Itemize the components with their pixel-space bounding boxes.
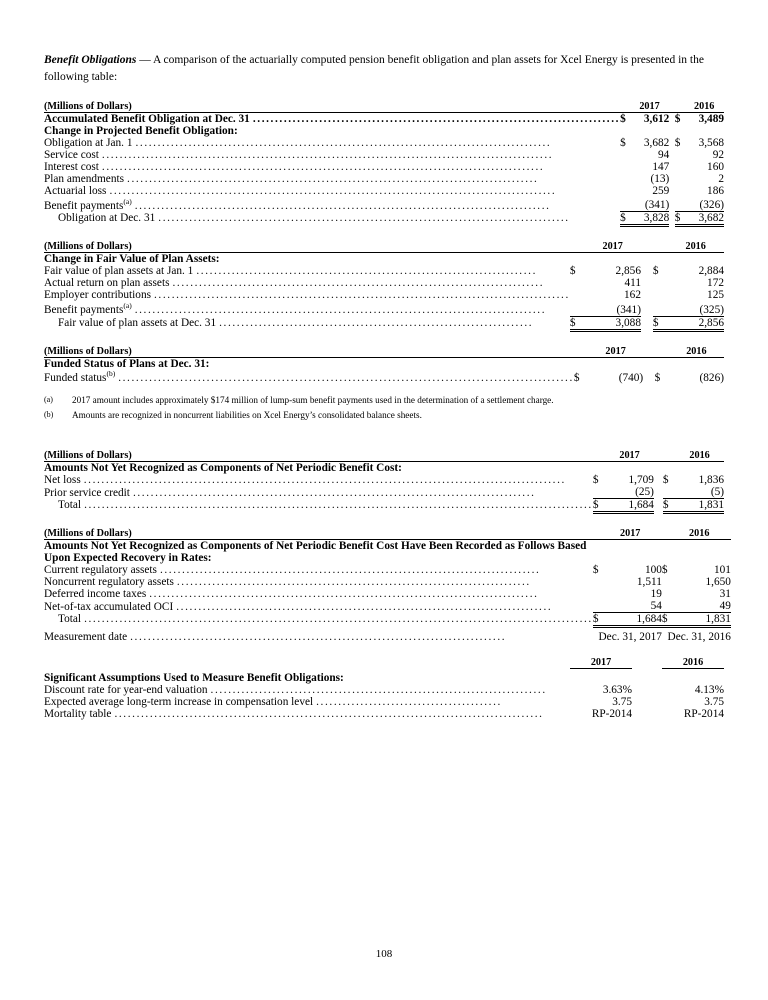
- currency-symbol: $: [573, 372, 580, 385]
- year-2017-header: 2017: [630, 101, 670, 113]
- row-label: Fair value of plan assets at Jan. 1: [44, 265, 196, 277]
- footnote-text: 2017 amount includes approximately $174 million of lump-sum benefit payments used in the determination of a settlement charge.: [72, 395, 554, 406]
- year-2016-header: 2016: [668, 528, 731, 540]
- row-value-2016: 1,650: [705, 576, 731, 589]
- row-value-2016: 160: [707, 161, 724, 174]
- row-value-2017: (25): [635, 486, 654, 499]
- footnote-text: Amounts are recognized in noncurrent liabilities on Xcel Energy’s consolidated balance sheets.: [72, 410, 422, 421]
- row-value-2016: 2,856: [667, 316, 724, 329]
- row-value-2017: 3.75: [612, 696, 632, 709]
- currency-symbol: $: [620, 212, 630, 225]
- currency-symbol: $: [674, 113, 681, 126]
- row-value-2017: 147: [652, 161, 670, 174]
- row-value-2017: 94: [658, 149, 670, 162]
- row-value-2017: (341): [616, 303, 641, 316]
- row-value-2016: (326): [699, 199, 724, 212]
- table-total-row: Total ................................................................................................................... $ 1,684 $ 1,831: [58, 613, 731, 626]
- currency-symbol: $: [675, 212, 685, 225]
- intro-text: — A comparison of the actuarially computed pension benefit obligation and plan assets for Xcel Energy is presented in the following table:: [44, 53, 704, 84]
- units-label: (Millions of Dollars): [44, 101, 620, 113]
- table-row: Benefit payments$^{(a)}$ ............................................................................................. (341) (325): [44, 301, 724, 317]
- row-value-2017: 1,684: [599, 613, 662, 626]
- row-value-2017: 3,682: [643, 137, 670, 150]
- row-value-2016: 101: [713, 564, 731, 577]
- row-value-2016: 3,489: [698, 113, 724, 126]
- currency-symbol: $: [674, 137, 681, 150]
- table-row: Obligation at Jan. 1 .............................................................................................. $ 3,682 $ 3,568: [44, 137, 724, 150]
- row-value-2016: 125: [707, 289, 724, 302]
- row-value-2016: 186: [707, 185, 724, 198]
- currency-symbol: $: [661, 613, 668, 626]
- footnote-marker-a: (a): [44, 395, 53, 405]
- row-label: Significant Assumptions Used to Measure Benefit Obligations:: [44, 672, 344, 685]
- currency-symbol: $: [661, 564, 668, 577]
- row-value-2016: 2,884: [698, 265, 724, 278]
- footnote-marker-b: (b): [44, 410, 54, 420]
- row-value-2017: 1,709: [628, 474, 654, 487]
- row-label: Deferred income taxes: [44, 588, 149, 600]
- table-row: Net loss ............................................................................................................. $ 1,709 $ 1,836: [44, 474, 724, 487]
- table-total-row: Total ................................................................................................................... $ 1,684 $ 1,831: [58, 499, 724, 512]
- row-value-2016: 1,831: [675, 499, 724, 512]
- table-funded-status: [44, 346, 724, 385]
- row-label: Amounts Not Yet Recognized as Components of Net Periodic Benefit Cost:: [44, 462, 402, 475]
- row-value-2016: 3,682: [684, 212, 724, 225]
- row-label: Benefit payments: [44, 199, 124, 212]
- row-value-2017: 259: [652, 185, 670, 198]
- row-value-2017: 54: [650, 600, 662, 613]
- units-label: (Millions of Dollars): [44, 241, 570, 253]
- row-label: Net-of-tax accumulated OCI: [44, 601, 176, 613]
- row-value-2016: 172: [707, 277, 724, 290]
- table-row: Actual return on plan assets .................................................................................... 411 172: [44, 277, 724, 290]
- table-row: Fair value of plan assets at Jan. 1 ............................................................................. $ 2,856 $ 2,884: [44, 265, 724, 278]
- currency-symbol: $: [663, 499, 675, 512]
- spacer: [44, 643, 724, 657]
- row-value-2017: 3,828: [630, 212, 670, 225]
- row-label: Net loss: [44, 474, 84, 486]
- table-amounts-not-yet-recognized: [44, 450, 724, 514]
- row-label: Employer contributions: [44, 289, 154, 301]
- table-row: Employer contributions .............................................................................................. 162 125: [44, 289, 724, 302]
- spacer: [44, 514, 724, 528]
- row-value-2016: (826): [699, 372, 724, 385]
- row-value-2017: (13): [650, 173, 670, 186]
- row-value-2016: Dec. 31, 2016: [667, 631, 731, 644]
- row-value-2017: (740): [618, 372, 644, 385]
- table-section-title: [44, 540, 731, 565]
- table-row: Current regulatory assets ...................................................................................... $ 100 $ 101: [44, 564, 731, 577]
- currency-symbol: $: [654, 372, 661, 385]
- table-total-row: Obligation at Dec. 31 ............................................................................................. $ 3,828 $ 3,682: [58, 212, 724, 225]
- table-row: Service cost ...................................................................................................... 94 92: [44, 149, 724, 162]
- row-value-2016: 4.13%: [694, 684, 724, 697]
- table-section-title: [44, 125, 724, 137]
- table-row: Actuarial loss ..................................................................................................... 259 186: [44, 185, 724, 198]
- table-header-row: [44, 528, 731, 540]
- row-label: Obligation at Dec. 31: [58, 212, 158, 224]
- row-label: Discount rate for year-end valuation: [44, 684, 211, 696]
- spacer: [44, 332, 724, 346]
- year-2017-header: 2017: [588, 346, 643, 358]
- row-label: Measurement date: [44, 631, 130, 643]
- row-value-2016: 1,831: [668, 613, 731, 626]
- footnote-marker-a: (a): [123, 197, 132, 207]
- row-value-2017: 1,511: [636, 576, 662, 589]
- table-header-row: [44, 346, 724, 358]
- row-value-2017: 411: [624, 277, 641, 290]
- row-value-2016: RP-2014: [683, 708, 724, 721]
- year-2017-header: 2017: [605, 450, 654, 462]
- row-label: Accumulated Benefit Obligation at Dec. 31: [44, 113, 253, 125]
- table-benefit-obligation: [44, 101, 724, 227]
- currency-symbol: $: [592, 613, 599, 626]
- table-section-title: [44, 357, 724, 370]
- row-label: Fair value of plan assets at Dec. 31: [58, 317, 219, 329]
- row-value-2016: 49: [719, 600, 731, 613]
- double-rule-row: [44, 329, 724, 331]
- currency-symbol: $: [570, 316, 584, 329]
- footnote-item: [44, 409, 724, 423]
- table-header-row: [44, 450, 724, 462]
- footnote-marker-a: (a): [123, 301, 132, 311]
- table-row: Net-of-tax accumulated OCI ..................................................................................... 54 49: [44, 600, 731, 613]
- intro-paragraph: [44, 52, 724, 88]
- table-row: Expected average long-term increase in compensation level .......................................... 3.75 3.75: [44, 696, 724, 709]
- row-label: Plan amendments: [44, 173, 127, 185]
- footnotes: [44, 394, 724, 423]
- currency-symbol: $: [662, 474, 669, 487]
- table-row: Funded status$^{(b)}$ ....................................................................................................... $ (740) $ (826): [44, 369, 724, 385]
- currency-symbol: $: [620, 113, 626, 126]
- row-label: Actual return on plan assets: [44, 277, 173, 289]
- table-header-row: [44, 657, 724, 669]
- row-label: Change in Projected Benefit Obligation:: [44, 125, 238, 138]
- table-row: Mortality table ................................................................................................. RP-2014 RP-2014: [44, 708, 724, 721]
- row-value-2017: 162: [624, 289, 641, 302]
- footnote-item: [44, 394, 724, 408]
- row-label: Funded Status of Plans at Dec. 31:: [44, 357, 210, 370]
- double-rule-row: [44, 224, 724, 226]
- currency-symbol: $: [652, 265, 659, 278]
- currency-symbol: $: [653, 316, 667, 329]
- table-row: Noncurrent regulatory assets ................................................................................ 1,511 1,650: [44, 576, 731, 589]
- table-row: Prior service credit ........................................................................................... (25) (5): [44, 486, 724, 499]
- row-value-2016: (5): [710, 486, 724, 499]
- row-value-2017: Dec. 31, 2017: [598, 631, 662, 644]
- table-row: Deferred income taxes ........................................................................................ 19 31: [44, 588, 731, 601]
- units-label: (Millions of Dollars): [44, 346, 574, 358]
- year-2017-header: 2017: [570, 657, 632, 669]
- row-value-2017: 2,856: [615, 265, 641, 278]
- table-section-title: [44, 462, 724, 475]
- row-value-2016: 1,836: [698, 474, 724, 487]
- units-label: (Millions of Dollars): [44, 450, 593, 462]
- table-row: Benefit payments$^{(a)}$ .............................................................................................. (341) (326): [44, 197, 724, 212]
- row-label: Funded status: [44, 372, 107, 385]
- table-fair-value-plan-assets: [44, 241, 724, 331]
- year-2016-header: 2016: [684, 101, 724, 113]
- currency-symbol: $: [593, 499, 605, 512]
- intro-lead: Benefit Obligations: [44, 53, 137, 66]
- row-value-2016: 3.75: [704, 696, 724, 709]
- table-section-title: [44, 672, 724, 684]
- row-label: Total: [58, 499, 84, 511]
- row-label: Expected average long-term increase in compensation level: [44, 696, 316, 708]
- row-value-2016: (325): [699, 303, 724, 316]
- table-row: Discount rate for year-end valuation ............................................................................ 3.63% 4.13%: [44, 684, 724, 697]
- page-number: 108: [375, 948, 393, 960]
- currency-symbol: $: [592, 564, 599, 577]
- table-recovery-in-rates: [44, 528, 731, 643]
- row-value-2017: 1,684: [605, 499, 654, 512]
- table-row: Plan amendments ............................................................................................. (13) 2: [44, 173, 724, 186]
- spacer: [44, 424, 724, 450]
- row-value-2016: 2: [718, 173, 724, 186]
- table-row: Interest cost .................................................................................................... 147 160: [44, 161, 724, 174]
- table-header-row: [44, 101, 724, 113]
- row-value-2016: 92: [712, 149, 724, 162]
- row-label: Actuarial loss: [44, 185, 109, 197]
- year-2016-header: 2016: [662, 657, 724, 669]
- year-2016-header: 2016: [675, 450, 724, 462]
- double-rule-row: [44, 511, 724, 513]
- table-row: Accumulated Benefit Obligation at Dec. 31 ................................................................................... $ 3,612 $ 3,489: [44, 113, 724, 126]
- row-value-2017: RP-2014: [591, 708, 632, 721]
- row-value-2016: 31: [719, 588, 731, 601]
- row-value-2017: 100: [644, 564, 662, 577]
- row-label: Change in Fair Value of Plan Assets:: [44, 253, 220, 266]
- row-label: Prior service credit: [44, 487, 133, 499]
- currency-symbol: $: [592, 474, 599, 487]
- row-value-2017: 3,612: [643, 113, 670, 126]
- row-label: Obligation at Jan. 1: [44, 137, 135, 149]
- row-label: Noncurrent regulatory assets: [44, 576, 177, 588]
- row-label: Mortality table: [44, 708, 114, 720]
- table-section-title: [44, 253, 724, 266]
- currency-symbol: $: [620, 137, 626, 150]
- currency-symbol: $: [569, 265, 576, 278]
- spacer: [44, 227, 724, 241]
- row-label: Benefit payments: [44, 304, 124, 317]
- row-label: Service cost: [44, 149, 102, 161]
- row-label: Current regulatory assets: [44, 564, 160, 576]
- footnote-marker-b: (b): [106, 369, 116, 379]
- year-2016-header: 2016: [667, 241, 724, 253]
- row-label: Total: [58, 613, 84, 625]
- table-total-row: Fair value of plan assets at Dec. 31 ....................................................................... $ 3,088 $ 2,856: [58, 316, 724, 329]
- row-value-2016: 3,568: [698, 137, 724, 150]
- year-2017-header: 2017: [584, 241, 641, 253]
- units-label: (Millions of Dollars): [44, 528, 593, 540]
- table-header-row: [44, 241, 724, 253]
- row-label: Amounts Not Yet Recognized as Components of Net Periodic Benefit Cost Have Been Recorded as Follows Based Upon Expected Recovery in Rates:: [44, 540, 587, 565]
- year-2017-header: 2017: [599, 528, 662, 540]
- row-value-2017: 19: [650, 588, 662, 601]
- table-row-measurement-date: Measurement date ..................................................................................... Dec. 31, 2017 Dec. 31, 2016: [44, 631, 731, 644]
- row-value-2017: 3.63%: [602, 684, 632, 697]
- row-label: Interest cost: [44, 161, 102, 173]
- row-value-2017: 3,088: [584, 316, 641, 329]
- year-2016-header: 2016: [669, 346, 724, 358]
- table-significant-assumptions: [44, 657, 724, 720]
- row-value-2017: (341): [644, 199, 670, 212]
